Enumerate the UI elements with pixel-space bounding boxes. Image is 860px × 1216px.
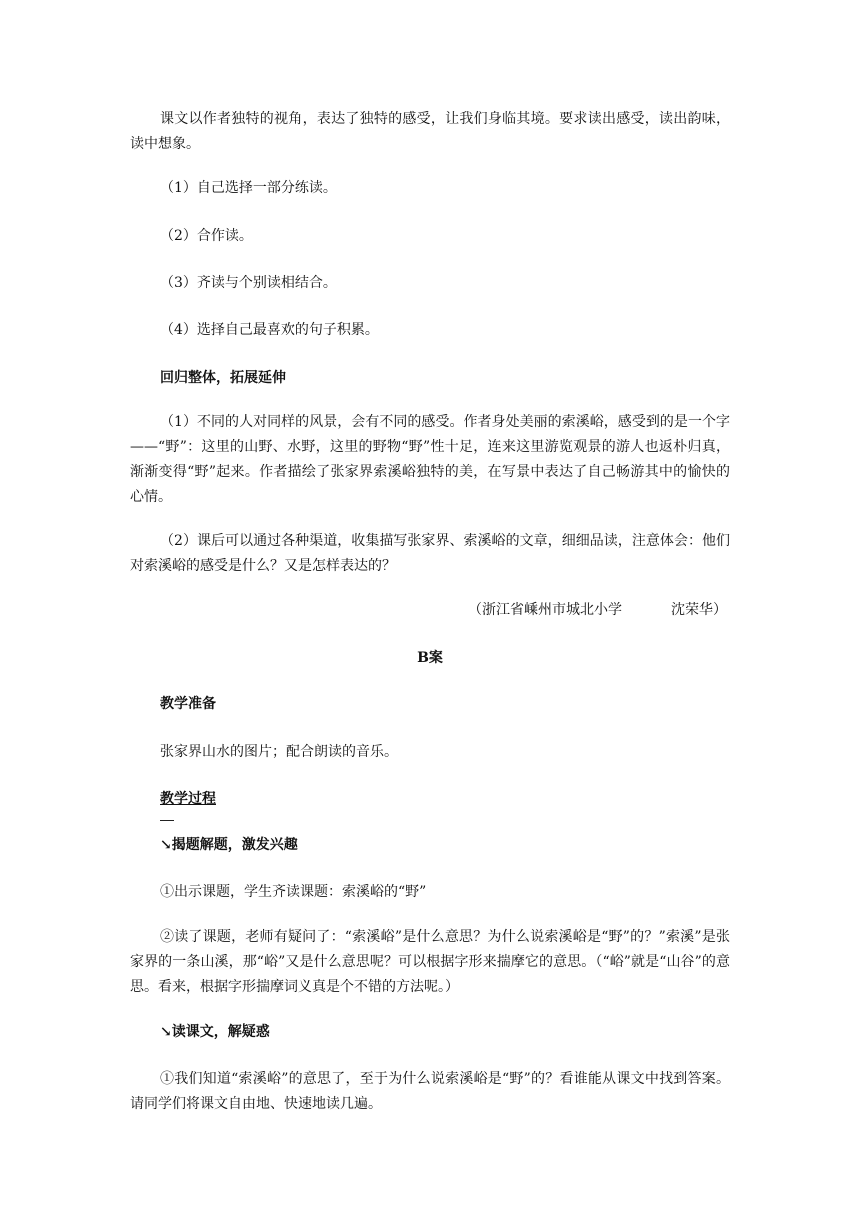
heading-teaching-prep: 教学准备 [160,696,216,712]
practice-item-3: （3）齐读与个别读相结合。 [160,275,337,291]
heading-reveal-topic: ↘揭题解题，激发兴趣 [160,837,298,853]
prep-text: 张家界山水的图片；配合朗读的音乐。 [160,744,398,760]
heading-read-text: ↘读课文，解疑惑 [160,1024,270,1040]
intro-paragraph: 课文以作者独特的视角，表达了独特的感受，让我们身临其境。要求读出感受，读出韵味，读中想象。 [130,111,730,152]
extension-paragraph-1: （1）不同的人对同样的风景，会有不同的感受。作者身处美丽的索溪峪，感受到的是一个字——“野”：这里的山野、水野，这里的野物“野”性十足，连来这里游览观景的游人也返朴归真，渐渐变得“野”起来。作者描绘了张家界索溪峪独特的美，在写景中表达了自己畅游其中的愉快的心情。 [130,414,730,505]
extension-paragraph-2: （2）课后可以通过各种渠道，收集描写张家界、索溪峪的文章，细细品读，注意体会：他们对索溪峪的感受是什么？又是怎样表达的？ [130,533,730,574]
author-signature: （浙江省嵊州市城北小学 沈荣华） [468,602,727,618]
section-b-title: B案 [417,650,443,666]
read-step-1: ①我们知道“索溪峪”的意思了，至于为什么说索溪峪是“野”的？看谁能从课文中找到答案。请同学们将课文自由地、快速地读几遍。 [130,1071,730,1112]
practice-item-4: （4）选择自己最喜欢的句子积累。 [160,322,379,338]
heading-teaching-process: 教学过程 [160,791,216,807]
practice-item-2: （2）合作读。 [160,228,253,244]
reveal-step-2: ②读了课题，老师有疑问了：“索溪峪”是什么意思？为什么说索溪峪是“野”的？”索溪”是张家界的一条山溪，那“峪”又是什么意思呢？可以根据字形来揣摩它的意思。（“峪”就是“山谷”的意思。看来，根据字形揣摩词义真是个不错的方法呢。） [130,929,730,995]
practice-item-1: （1）自己选择一部分练读。 [160,180,337,196]
heading-return-whole: 回归整体，拓展延伸 [160,370,286,386]
reveal-step-1: ①出示课题，学生齐读课题：索溪峪的“野” [160,884,427,900]
divider-dash [160,820,174,821]
